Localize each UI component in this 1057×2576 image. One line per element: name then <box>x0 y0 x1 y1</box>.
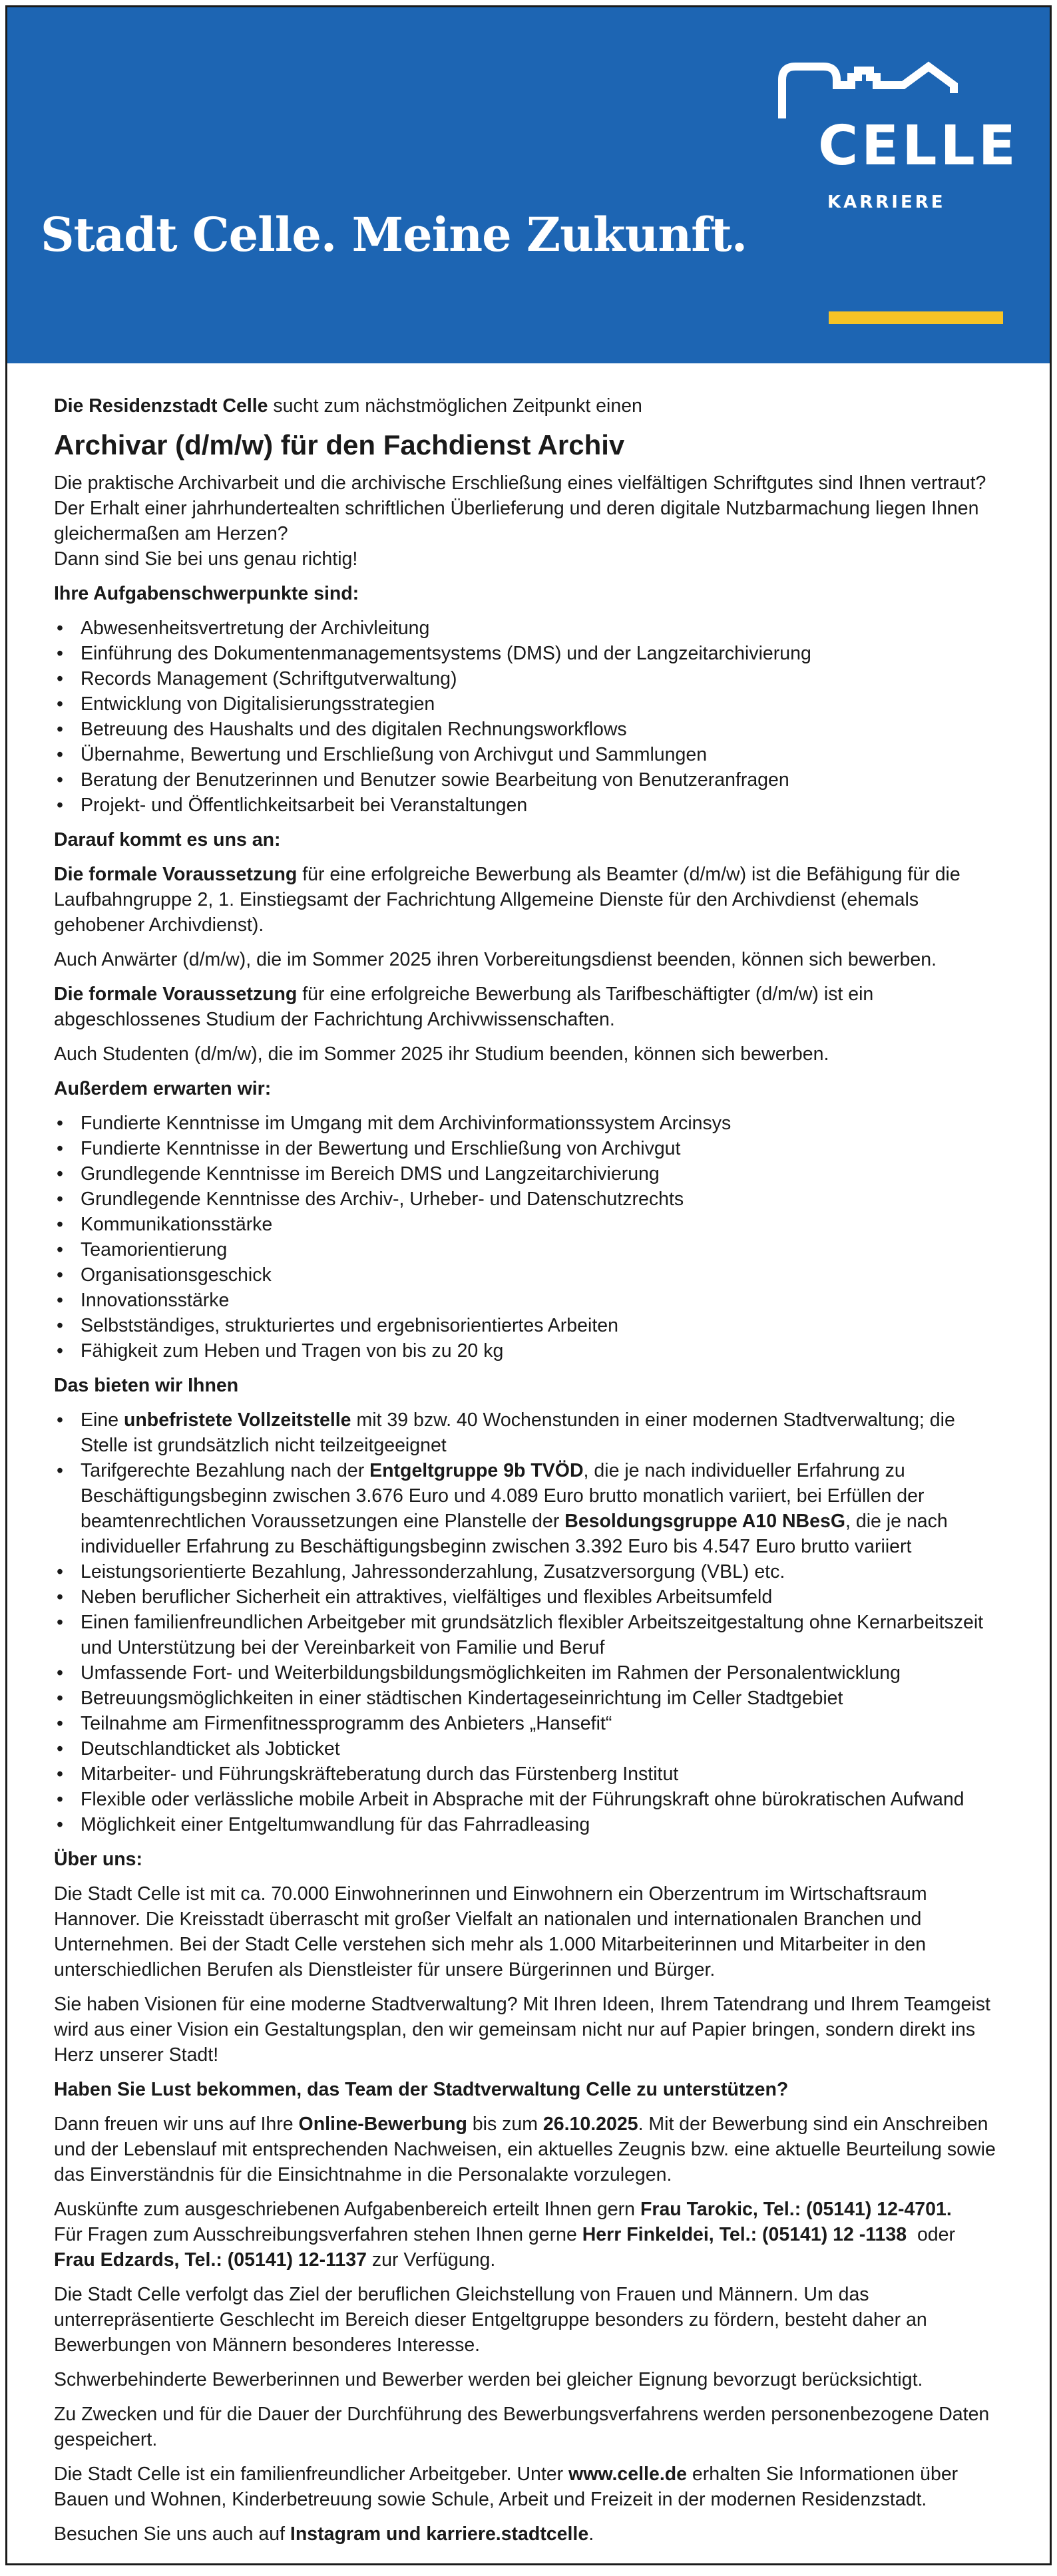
privacy-paragraph: Zu Zwecken und für die Dauer der Durchführung des Bewerbungsverfahrens werden personenbezogene Daten gespeichert. <box>54 2404 990 2450</box>
apply-paragraph <box>54 2112 1003 2187</box>
list-item: • Neben beruflicher Sicherheit ein attraktives, vielfältiges und flexibles Arbeitsumfeld <box>54 1584 1003 1610</box>
requirements-official <box>54 862 1003 938</box>
contact-tarokic: Frau Tarokic, Tel.: (05141) 12-4701. <box>640 2199 952 2220</box>
posting-body <box>7 363 1050 2547</box>
list-item: • Betreuung des Haushalts und des digitalen Rechnungsworkflows <box>54 717 1003 742</box>
opening-paragraph <box>54 470 1003 572</box>
requirements-official-text: für eine erfolgreiche Bewerbung als Beamter (d/m/w) ist die Befähigung für die Laufbahngruppe 2, 1. Einstiegsamt der Fachrichtung Allgemeine Dienste für den Archivdienst (ehemals gehobener Archivdienst). <box>54 864 960 936</box>
visit-pre: Besuchen Sie uns auch auf <box>54 2523 290 2545</box>
contact-2-pre: Für Fragen zum Ausschreibungsverfahren stehen Ihnen gerne <box>54 2224 582 2245</box>
list-item: • Abwesenheitsvertretung der Archivleitung <box>54 616 1003 641</box>
instagram-link[interactable]: Instagram und karriere.stadtcelle <box>290 2523 589 2545</box>
family-pre: Die Stadt Celle ist ein familienfreundlicher Arbeitgeber. Unter <box>54 2464 569 2485</box>
apply-pre: Dann freuen wir uns auf Ihre <box>54 2114 299 2135</box>
list-item: • Fundierte Kenntnisse in der Bewertung und Erschließung von Archivgut <box>54 1136 1003 1161</box>
about-paragraph-2: Sie haben Visionen für eine moderne Stadtverwaltung? Mit Ihren Ideen, Ihrem Tatendrang und Ihrem Teamgeist wird aus einer Vision ein Gestaltungsplan, den wir gemeinsam nicht nur auf Papier bringen, sondern direkt ins Herz unserer Stadt! <box>54 1994 990 2066</box>
list-item: • Flexible oder verlässliche mobile Arbeit in Absprache mit der Führungskraft ohne bürokratischen Aufwand <box>54 1787 1003 1812</box>
list-item: • Entwicklung von Digitalisierungsstrategien <box>54 691 1003 717</box>
apply-title: Haben Sie Lust bekommen, das Team der Stadtverwaltung Celle zu unterstützen? <box>54 2079 789 2100</box>
list-item: • Organisationsgeschick <box>54 1262 1003 1288</box>
expectations-title: Außerdem erwarten wir: <box>54 1078 272 1099</box>
list-item: • Fähigkeit zum Heben und Tragen von bis zu 20 kg <box>54 1338 1003 1364</box>
contact-finkeldei: Herr Finkeldei, Tel.: (05141) 12 -1138 <box>582 2224 907 2245</box>
list-item: • Projekt- und Öffentlichkeitsarbeit bei Veranstaltungen <box>54 793 1003 818</box>
offer-item-2-pre: Tarifgerechte Bezahlung nach der <box>81 1460 370 1481</box>
job-posting <box>5 5 1052 2565</box>
offer-item-2-mid: , die je nach individueller Erfahrung zu Beschäftigungsbeginn zwischen 3.676 Euro und 4.089 Euro brutto monatlich variiert, bei Erfüllen der beamtenrechtlichen Voraussetzungen eine Planstelle der <box>81 1460 925 1532</box>
equality-paragraph: Die Stadt Celle verfolgt das Ziel der beruflichen Gleichstellung von Frauen und Männern. Um das unterrepräsentierte Geschlecht im Bereich dieser Entgeltgruppe besonders zu fördern, besteht daher an Bewerbungen von Männern besonderes Interesse. <box>54 2284 927 2356</box>
contact-1-pre: Auskünfte zum ausgeschriebenen Aufgabenbereich erteilt Ihnen gern <box>54 2199 640 2220</box>
list-item: • Fundierte Kenntnisse im Umgang mit dem Archivinformationssystem Arcinsys <box>54 1111 1003 1136</box>
list-item <box>54 1458 1003 1559</box>
offer-item-1-rest: mit 39 bzw. 40 Wochenstunden in einer modernen Stadtverwaltung; die Stelle ist grundsätzlich nicht teilzeitgeeignet <box>81 1409 955 1456</box>
visit-paragraph <box>54 2521 1003 2547</box>
list-item: • Leistungsorientierte Bezahlung, Jahressonderzahlung, Zusatzversorgung (VBL) etc. <box>54 1559 1003 1584</box>
list-item: • Möglichkeit einer Entgeltumwandlung für das Fahrradleasing <box>54 1812 1003 1837</box>
family-rest: erhalten Sie Informationen über Bauen und Wohnen, Kinderbetreuung sowie Schule, Arbeit und Freizeit in der modernen Residenzstadt. <box>54 2464 958 2510</box>
list-item: • Einen familienfreundlichen Arbeitgeber mit grundsätzlich flexibler Arbeitszeitgestaltung ohne Kernarbeitszeit und Unterstützung bei der Vereinbarkeit von Familie und Beruf <box>54 1610 1003 1660</box>
offer-item-1-bold: unbefristete Vollzeitstelle <box>123 1409 351 1431</box>
list-item: • Betreuungsmöglichkeiten in einer städtischen Kindertageseinrichtung im Celler Stadtgebiet <box>54 1686 1003 1711</box>
list-item: • Beratung der Benutzerinnen und Benutzer sowie Bearbeitung von Benutzeranfragen <box>54 767 1003 793</box>
accent-bar <box>829 311 1003 324</box>
requirements-students: Auch Studenten (d/m/w), die im Sommer 2025 ihr Studium beenden, können sich bewerben. <box>54 1043 829 1065</box>
list-item: • Innovationsstärke <box>54 1288 1003 1313</box>
job-title: Archivar (d/m/w) für den Fachdienst Archiv <box>54 429 625 460</box>
list-item: • Mitarbeiter- und Führungskräfteberatung durch das Fürstenberg Institut <box>54 1761 1003 1787</box>
list-item: • Records Management (Schriftgutverwaltung) <box>54 666 1003 691</box>
intro-org: Die Residenzstadt Celle <box>54 395 268 417</box>
apply-deadline: 26.10.2025 <box>542 2114 638 2135</box>
about-title: Über uns: <box>54 1849 143 1870</box>
expectations-list <box>54 1111 1003 1364</box>
list-item: • Selbstständiges, strukturiertes und ergebnisorientiertes Arbeiten <box>54 1313 1003 1338</box>
logo-wordmark: CELLE <box>818 114 1019 178</box>
apply-mid: bis zum <box>467 2114 543 2135</box>
about-paragraph-1: Die Stadt Celle ist mit ca. 70.000 Einwohnerinnen und Einwohnern ein Oberzentrum im Wirtschaftsraum Hannover. Die Kreisstadt überrascht mit großer Vielfalt an nationalen und internationalen Branchen und Unternehmen. Bei der Stadt Celle verstehen sich mehr als 1.000 Mitarbeiterinnen und Mitarbeiter in den unterschiedlichen Berufen als Dienstleister für unsere Bürgerinnen und Bürger. <box>54 1883 927 1980</box>
list-item: • Teilnahme am Firmenfitnessprogramm des Anbieters „Hansefit“ <box>54 1711 1003 1736</box>
opening-line-3: Dann sind Sie bei uns genau richtig! <box>54 548 358 570</box>
intro-rest: sucht zum nächstmöglichen Zeitpunkt einen <box>268 395 642 417</box>
list-item: • Deutschlandticket als Jobticket <box>54 1736 1003 1761</box>
requirements-employee-bold: Die formale Voraussetzung <box>54 984 298 1005</box>
apply-online-bold: Online-Bewerbung <box>298 2114 467 2135</box>
list-item: • Grundlegende Kenntnisse im Bereich DMS und Langzeitarchivierung <box>54 1161 1003 1187</box>
offer-item-1-pre: Eine <box>81 1409 124 1431</box>
header-banner <box>7 7 1050 363</box>
offer-item-2-bold-2: Besoldungsgruppe A10 NBesG <box>564 1511 846 1532</box>
visit-rest: . <box>588 2523 594 2545</box>
requirements-official-bold: Die formale Voraussetzung <box>54 864 298 885</box>
requirements-title: Darauf kommt es uns an: <box>54 829 281 850</box>
list-item: • Teamorientierung <box>54 1237 1003 1262</box>
offer-list <box>54 1407 1003 1837</box>
website-link[interactable]: www.celle.de <box>568 2464 687 2485</box>
requirements-employee-text: für eine erfolgreiche Bewerbung als Tarifbeschäftigter (d/m/w) ist ein abgeschlossenes Studium der Fachrichtung Archivwissenschaften. <box>54 984 874 1030</box>
list-item <box>54 1407 1003 1458</box>
list-item: • Übernahme, Bewertung und Erschließung von Archivgut und Sammlungen <box>54 742 1003 767</box>
intro-line <box>54 393 1003 419</box>
offer-item-2-bold-1: Entgeltgruppe 9b TVÖD <box>369 1460 584 1481</box>
list-item: • Umfassende Fort- und Weiterbildungsbildungsmöglichkeiten im Rahmen der Personalentwicklung <box>54 1660 1003 1686</box>
contact-3-rest: zur Verfügung. <box>366 2249 496 2271</box>
slogan: Stadt Celle. Meine Zukunft. <box>41 207 747 262</box>
offer-title: Das bieten wir Ihnen <box>54 1375 239 1396</box>
family-paragraph <box>54 2462 1003 2512</box>
apply-rest: . Mit der Bewerbung sind ein Anschreiben und der Lebenslauf mit entsprechenden Nachweisen, ein aktuelles Zeugnis bzw. eine aktuelle Beurteilung sowie das Einverständnis für die Einsichtnahme in die Personalakte vorzulegen. <box>54 2114 996 2185</box>
requirements-employee <box>54 982 1003 1032</box>
offer-item-2-rest: , die je nach individueller Erfahrung zu Beschäftigungsbeginn zwischen 3.392 Euro bis 4.547 Euro brutto variiert <box>81 1511 948 1557</box>
contact-edzards: Frau Edzards, Tel.: (05141) 12-1137 <box>54 2249 367 2271</box>
opening-line-2: Der Erhalt einer jahrhundertealten schriftlichen Überlieferung und deren digitale Nutzbarmachung liegen Ihnen gleichermaßen am Herzen? <box>54 498 979 544</box>
requirements-trainees: Auch Anwärter (d/m/w), die im Sommer 2025 ihren Vorbereitungsdienst beenden, können sich bewerben. <box>54 949 937 970</box>
tasks-title: Ihre Aufgabenschwerpunkte sind: <box>54 583 359 604</box>
tasks-list <box>54 616 1003 818</box>
disability-paragraph: Schwerbehinderte Bewerberinnen und Bewerber werden bei gleicher Eignung bevorzugt berücksichtigt. <box>54 2369 923 2390</box>
opening-line-1: Die praktische Archivarbeit und die archivische Erschließung eines vielfältigen Schriftgutes sind Ihnen vertraut? <box>54 472 986 494</box>
list-item: • Einführung des Dokumentenmanagementsystems (DMS) und der Langzeitarchivierung <box>54 641 1003 666</box>
contact-paragraph <box>54 2197 1003 2273</box>
celle-castle-logo-icon <box>773 57 1012 124</box>
contact-2-mid: oder <box>907 2224 955 2245</box>
list-item: • Grundlegende Kenntnisse des Archiv-, Urheber- und Datenschutzrechts <box>54 1187 1003 1212</box>
list-item: • Kommunikationsstärke <box>54 1212 1003 1237</box>
logo-subtitle: KARRIERE <box>827 192 946 212</box>
